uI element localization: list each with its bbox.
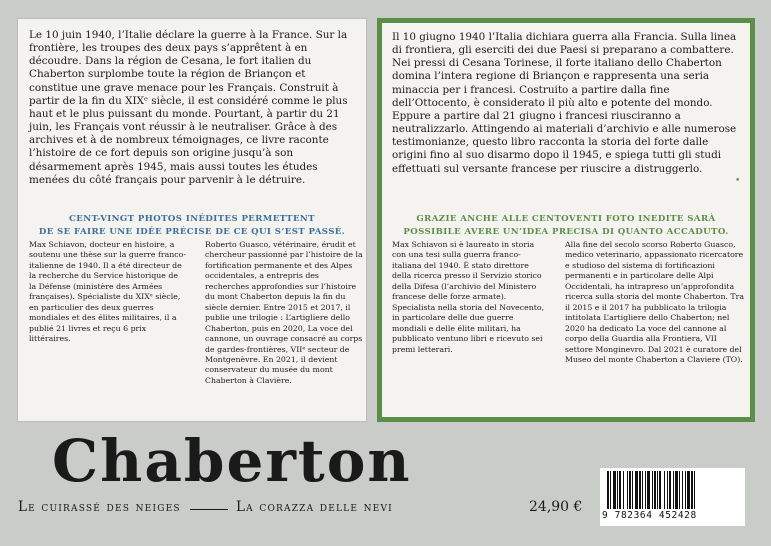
barcode-bar xyxy=(654,471,656,509)
book-title: Chaberton xyxy=(52,427,412,495)
italian-tagline-line-2: POSSIBILE AVERE UN’IDEA PRECISA DI QUANTO ACCADUTO. xyxy=(403,227,729,238)
isbn-barcode xyxy=(600,468,745,526)
decorative-dot: • xyxy=(735,176,741,186)
french-intro-paragraph: Le 10 juin 1940, l’Italie déclare la guerre à la France. Sur la frontière, les troupes des deux pays s’apprêtent à en découdre. Dans la région de Cesana, le fort italien du Chaberton surplombe toute la région de Briançon et constitue une grave menace pour les Français. Construit à partir de la fin du XIXᵉ siècle, il est considéré comme le plus haut et le plus puissant du monde. Pourtant, à partir du 21 juin, les Français vont réussir à le neutraliser. Grâce à des archives et à de nombreux témoignages, ce livre raconte l’histoire de ce fort depuis son origine jusqu’à son désarmement après 1945, mais aussi toutes les études menées du côté français pour parvenir à le détruire. xyxy=(29,29,348,186)
subtitle-italian: La corazza delle nevi xyxy=(236,499,393,515)
barcode-bar xyxy=(635,471,638,509)
barcode-bar xyxy=(623,471,624,509)
isbn-number: 9 782364 452428 xyxy=(602,510,697,521)
barcode-bar xyxy=(613,471,616,509)
barcode-bar xyxy=(679,471,680,509)
barcode-bar xyxy=(617,471,618,509)
barcode-bar xyxy=(642,471,643,509)
french-tagline xyxy=(18,213,366,240)
french-bio-guasco: Roberto Guasco, vétérinaire, érudit et chercheur passionné par l’histoire de la fortification permanente et des Alpes occidentales, a entrepris des recherches approfondies sur l’histoire du mont Chaberton depuis la fin du siècle dernier. Entre 2015 et 2017, il publie une trilogie : L’artigliere dello Chaberton, puis en 2020, La voce del cannone, un ouvrage consacré au corps de gardes-frontières, VIIᵉ secteur de Montgenèvre. En 2021, il devient conservateur du musée du mont Chaberton à Clavière. xyxy=(205,240,363,385)
barcode-bar xyxy=(645,471,646,509)
barcode-bar xyxy=(619,471,621,509)
barcode-bar xyxy=(659,471,661,509)
barcode-bar xyxy=(647,471,650,509)
barcode-bar xyxy=(694,471,695,509)
barcode-bar xyxy=(682,471,683,509)
barcode-bar xyxy=(627,471,628,509)
barcode-bar xyxy=(691,471,693,509)
french-tagline-line-1: CENT-VINGT PHOTOS INÉDITES PERMETTENT xyxy=(69,214,315,224)
italian-bio-guasco: Alla fine del secolo scorso Roberto Guasco, medico veterinario, appassionato ricercatore e studioso del sistema di fortificazioni permanenti e in particolare delle Alpi Occidentali, ha intrapreso un’approfondita ricerca sulla storia del monte Chaberton. Tra il 2015 e il 2017 ha pubblicato la trilogia intitolata L’artigliere dello Chaberton; nel 2020 ha dedicato La voce del cannone al corpo della Guardia alla Frontiera, VII settore Monginevro. Dal 2021 è curatore del Museo del monte Chaberton a Claviere (TO). xyxy=(565,240,744,364)
subtitle-divider xyxy=(190,509,228,510)
barcode-bar xyxy=(607,471,609,509)
italian-text-panel xyxy=(377,18,755,422)
barcode-bar xyxy=(610,471,611,509)
french-tagline-line-2: DE SE FAIRE UNE IDÉE PRÉCISE DE CE QUI S’EST PASSÉ. xyxy=(38,227,346,238)
barcode-bar xyxy=(632,471,633,509)
subtitle-french: Le cuirassé des neiges xyxy=(18,499,181,515)
italian-tagline-line-1: GRAZIE ANCHE ALLE CENTOVENTI FOTO INEDITE SARÀ xyxy=(416,214,716,224)
barcode-bar xyxy=(673,471,674,509)
barcode-bar xyxy=(669,471,671,509)
barcode-bar xyxy=(657,471,658,509)
italian-intro-paragraph: Il 10 giugno 1940 l’Italia dichiara guerra alla Francia. Sulla linea di frontiera, gli eserciti dei due Paesi si preparano a combattere. Nei pressi di Cesana Torinese, il forte italiano dello Chaberton domina l’intera regione di Briançon e rappresenta una seria minaccia per i francesi. Costruito a partire dalla fine dell’Ottocento, è considerato il più alto e potente del mondo. Eppure a partire dal 21 giugno i francesi riusciranno a neutralizzarlo. Attingendo ai materiali d’archivio e alle numerose testimonianze, questo libro racconta la storia del forte dalle origini fino al suo disarmo dopo il 1945, e spiega tutti gli studi effettuati sul versante francese per riuscire a distruggerlo. xyxy=(392,31,737,175)
barcode-bar xyxy=(687,471,690,509)
barcode-bar xyxy=(639,471,641,509)
barcode-bar xyxy=(685,471,686,509)
french-bio-schiavon: Max Schiavon, docteur en histoire, a soutenu une thèse sur la guerre franco-italienne de 1940. Il a été directeur de la recherche du Service historique de la Défense (ministère des Armées françaises). Spécialiste du XIXᵉ siècle, en particulier des deux guerres mondiales et des élites militaires, il a publié 21 livres et reçu 6 prix littéraires. xyxy=(29,240,186,344)
barcode-bar xyxy=(629,471,631,509)
italian-tagline xyxy=(382,213,750,240)
french-text-panel xyxy=(17,18,367,422)
italian-bio-schiavon: Max Schiavon si è laureato in storia con una tesi sulla guerra franco-italiana del 1940. È stato direttore della ricerca presso il Servizio storico della Difesa (l’archivio del Ministero francese delle forze armate). Specialista nella storia del Novecento, in particolare delle due guerre mondiali e delle élite militari, ha pubblicato ventuno libri e ricevuto sei premi letterari. xyxy=(392,240,545,354)
barcode-bar xyxy=(664,471,665,509)
barcode-bar xyxy=(652,471,653,509)
barcode-bar xyxy=(675,471,678,509)
barcode-bars xyxy=(603,471,742,509)
price-label: 24,90 € xyxy=(529,499,583,515)
barcode-bar xyxy=(667,471,668,509)
